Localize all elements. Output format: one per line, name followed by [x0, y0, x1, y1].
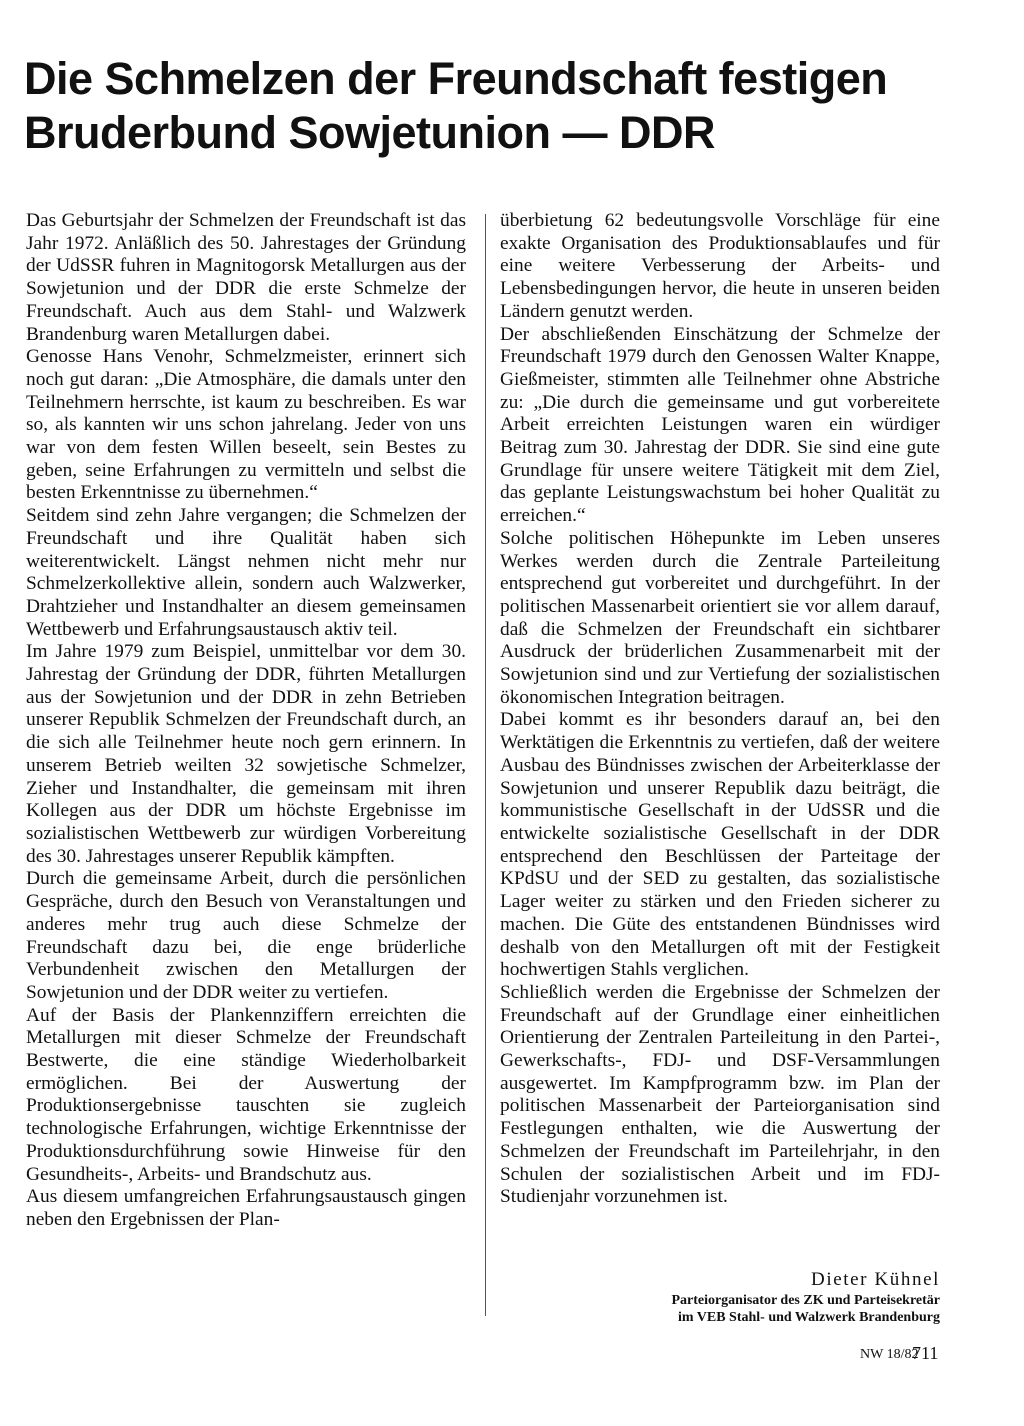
paragraph: Dabei kommt es ihr besonders darauf an, bei den Werktätigen die Erkenntnis zu vertiefen, daß der weitere Ausbau des Bündnisses zwischen der Arbeiterklasse der Sowjetunion und unserer Republik dazu beiträgt, die kommunistische Gesellschaft in der UdSSR und die entwickelte sozialistische Gesellschaft in der DDR entsprechend den Beschlüssen der Parteitage der KPdSU und der SED zu gestalten, das sozialistische Lager weiter zu stärken und den Frieden sicherer zu machen. Die Güte des entstandenen Bündnisses wird deshalb von den Metallurgen oft mit der Festigkeit hochwertigen Stahls verglichen. — [500, 709, 940, 981]
paragraph: Seitdem sind zehn Jahre vergangen; die Schmelzen der Freundschaft und ihre Qualität haben sich weiterentwickelt. Längst nehmen nicht mehr nur Schmelzerkollektive allein, sondern auch Walzwerker, Drahtzieher und Instandhalter an diesem gemeinsamen Wettbewerb und Erfahrungsaustausch aktiv teil. — [26, 505, 466, 640]
paragraph: Durch die gemeinsame Arbeit, durch die persönlichen Gespräche, durch den Besuch von Veranstaltungen und anderes mehr trug auch diese Schmelze der Freundschaft dazu bei, die enge brüderliche Verbundenheit zwischen den Metallurgen der Sowjetunion und der DDR weiter zu vertiefen. — [26, 868, 466, 1003]
paragraph: Auf der Basis der Plankennziffern erreichten die Metallurgen mit dieser Schmelze der Freundschaft Bestwerte, die eine ständige Wiederholbarkeit ermöglichen. Bei der Auswertung der Produktionsergebnisse tauschten sie zugleich technologische Erfahrungen, wichtige Erkenntnisse der Produktionsdurchführung sowie Hinweise für den Gesundheits-, Arbeits- und Brandschutz aus. — [26, 1004, 466, 1185]
paragraph: Der abschließenden Einschätzung der Schmelze der Freundschaft 1979 durch den Genossen Walter Knappe, Gießmeister, stimmten alle Teilnehmer ohne Abstriche zu: „Die durch die gemeinsame und gut vorbereitete Arbeit erreichten Leistungen waren ein würdiger Beitrag zum 30. Jahrestag der DDR. Sie sind eine gute Grundlage für unsere weitere Tätigkeit mit dem Ziel, das geplante Leistungswachstum bei hoher Qualität zu erreichen.“ — [500, 323, 940, 527]
paragraph: Genosse Hans Venohr, Schmelzmeister, erinnert sich noch gut daran: „Die Atmosphäre, die damals unter den Teilnehmern herrschte, ist kaum zu beschreiben. Es war so, als kannten wir uns schon jahrelang. Jeder von uns war von dem festen Willen beseelt, sein Bestes zu geben, seine Erfahrungen zu vermitteln und selbst die besten Erkenntnisse zu übernehmen.“ — [26, 346, 466, 504]
author-name: Dieter Kühnel — [811, 1269, 940, 1290]
article-column-left — [26, 210, 466, 1232]
paragraph: Solche politischen Höhepunkte im Leben unseres Werkes werden durch die Zentrale Parteileitung entsprechend gut vorbereitet und durchgeführt. In der politischen Massenarbeit orientiert sie vor allem darauf, daß die Schmelzen der Freundschaft ein sichtbarer Ausdruck der brüderlichen Zusammenarbeit mit der Sowjetunion sind und zur Vertiefung der sozialistischen ökonomischen Integration beitragen. — [500, 527, 940, 708]
page-number: 711 — [912, 1343, 939, 1363]
column-divider — [485, 214, 486, 1316]
paragraph: Aus diesem umfangreichen Erfahrungsaustausch gingen neben den Ergebnissen der Plan- — [26, 1186, 466, 1230]
author-role-line-2: im VEB Stahl- und Walzwerk Brandenburg — [677, 1310, 940, 1325]
paragraph: Das Geburtsjahr der Schmelzen der Freundschaft ist das Jahr 1972. Anläßlich des 50. Jahrestages der Gründung der UdSSR fuhren in Magnitogorsk Metallurgen aus der Sowjetunion und der DDR die erste Schmelze der Freundschaft. Auch aus dem Stahl- und Walzwerk Brandenburg waren Metallurgen dabei. — [26, 210, 466, 345]
author-role-line-1: Parteiorganisator des ZK und Parteisekretär — [671, 1293, 940, 1308]
paragraph: überbietung 62 bedeutungsvolle Vorschläge für eine exakte Organisation des Produktionsablaufes und für eine weitere Verbesserung der Arbeits- und Lebensbedingungen hervor, die heute in unseren beiden Ländern genutzt werden. — [500, 210, 940, 322]
headline-line-1: Die Schmelzen der Freundschaft festigen — [24, 53, 888, 104]
issue-label: NW 18/82 — [860, 1347, 919, 1362]
paragraph: Schließlich werden die Ergebnisse der Schmelzen der Freundschaft auf der Grundlage einer einheitlichen Orientierung der Zentralen Parteileitung in den Partei-, Gewerkschafts-, FDJ- und DSF-Versammlungen ausgewertet. Im Kampfprogramm bzw. im Plan der politischen Massenarbeit der Parteiorganisation sind Festlegungen enthalten, wie die Auswertung der Schmelzen der Freundschaft im Parteilehrjahr, in den Schulen der sozialistischen Arbeit und im FDJ-Studienjahr vorzunehmen ist. — [500, 981, 940, 1208]
article-headline — [24, 52, 984, 160]
paragraph: Im Jahre 1979 zum Beispiel, unmittelbar vor dem 30. Jahrestag der Gründung der DDR, führten Metallurgen aus der Sowjetunion und der DDR in zehn Betrieben unserer Republik Schmelzen der Freundschaft durch, an die sich alle Teilnehmer heute noch gern erinnern. In unserem Betrieb weilten 32 sowjetische Schmelzer, Zieher und Instandhalter, die gemeinsam mit ihren Kollegen aus der DDR um höchste Ergebnisse im sozialistischen Wettbewerb zur würdigen Vorbereitung des 30. Jahrestages unserer Republik kämpften. — [26, 641, 466, 867]
author-signature — [500, 1268, 940, 1326]
headline-line-2: Bruderbund Sowjetunion — DDR — [24, 107, 715, 158]
article-column-right — [500, 210, 940, 1209]
